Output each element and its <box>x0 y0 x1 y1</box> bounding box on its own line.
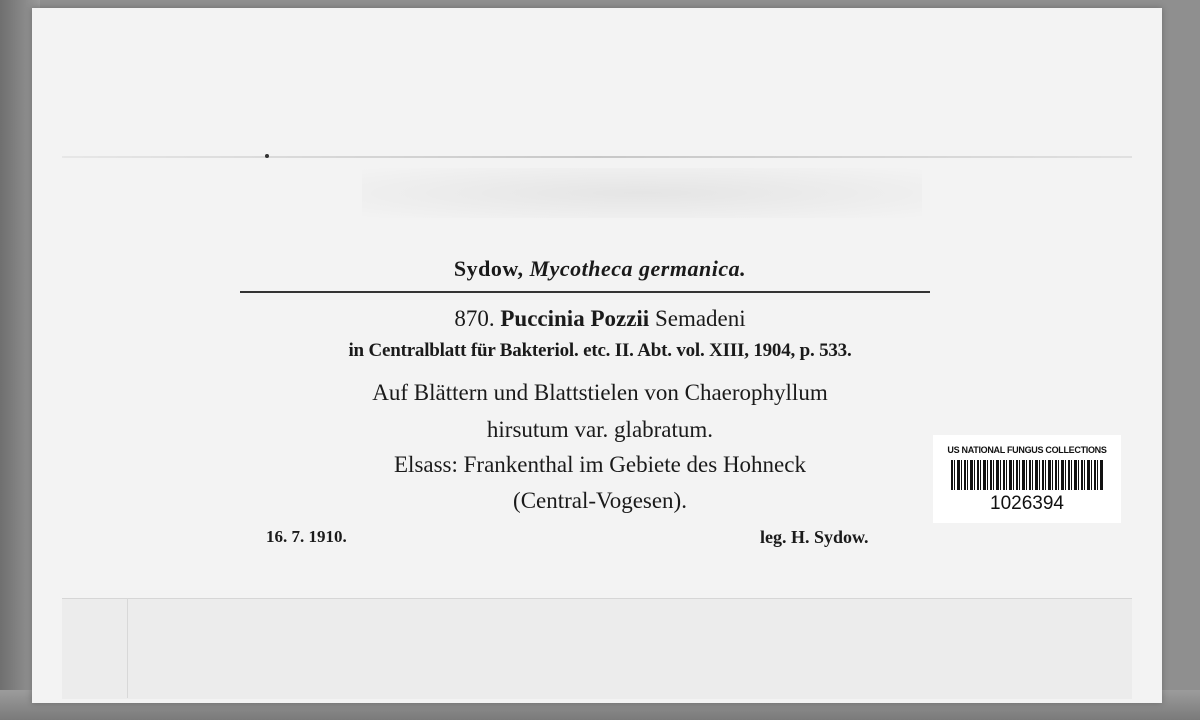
bottom-flap <box>62 598 1132 699</box>
citation-line: in Centralblatt für Bakteriol. etc. II. Abt. vol. XIII, 1904, p. 533. <box>348 340 852 361</box>
species-line <box>0 306 1200 332</box>
host-line-1: Auf Blättern und Blattstielen von Chaerophyllum <box>372 380 828 405</box>
barcode-label <box>933 435 1121 523</box>
locality-line-2: (Central-Vogesen). <box>513 488 687 513</box>
species-name: Puccinia Pozzii <box>500 306 650 331</box>
heading-series: Mycotheca germanica. <box>529 256 747 281</box>
heading-author: Sydow, <box>453 256 524 281</box>
barcode-bars <box>951 460 1103 490</box>
host-line-2: hirsutum var. glabratum. <box>486 417 714 442</box>
barcode-institution: US NATIONAL FUNGUS COLLECTIONS <box>947 445 1107 455</box>
fold-line <box>62 156 1132 158</box>
barcode-number: 1026394 <box>990 493 1064 514</box>
collection-date: 16. 7. 1910. <box>266 527 347 546</box>
specimen-number: 870. <box>454 306 495 331</box>
fold-mark <box>265 154 269 158</box>
heading-rule <box>240 291 930 293</box>
species-authority: Semadeni <box>654 306 746 331</box>
label-heading <box>0 256 1200 282</box>
locality-line-1: Elsass: Frankenthal im Gebiete des Hohneck <box>394 452 806 477</box>
fold-shadow <box>362 168 922 218</box>
collector-name: leg. H. Sydow. <box>760 527 869 547</box>
flap-crease <box>127 598 128 698</box>
